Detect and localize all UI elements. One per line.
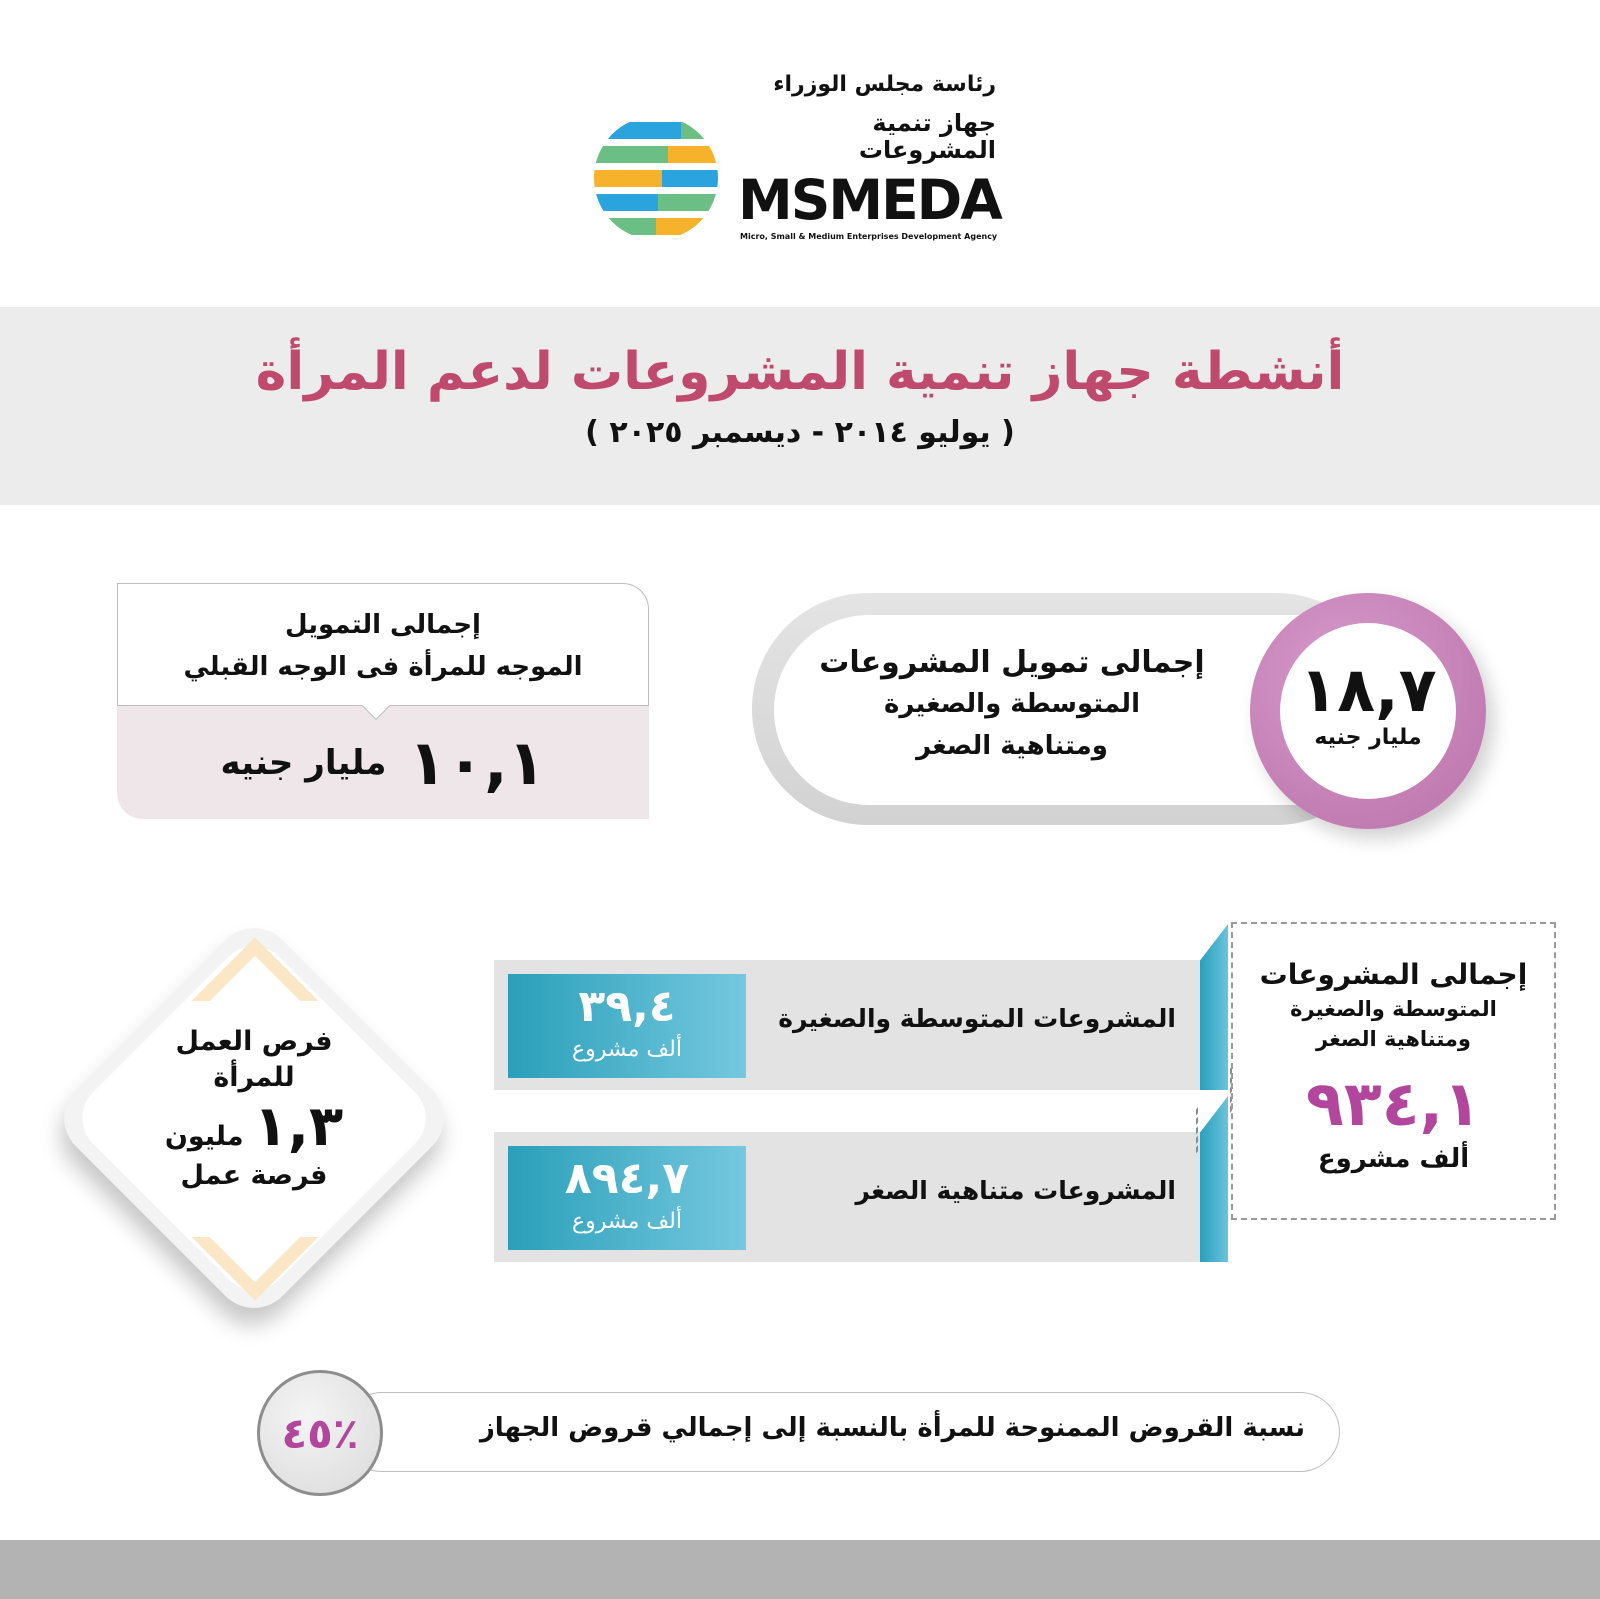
total-financing-card [752, 593, 1472, 829]
jobs-card [48, 912, 460, 1324]
project-count: ٣٩,٤ [578, 981, 676, 1032]
label-line2: المتوسطة والصغيرة [1290, 997, 1497, 1021]
value-box [508, 1146, 746, 1250]
value-ring [1250, 593, 1486, 829]
upper-egypt-financing-card [117, 583, 649, 819]
label-line3: فرصة عمل [180, 1160, 328, 1191]
label-line1: فرص العمل [175, 1026, 333, 1057]
jobs-text [104, 1024, 404, 1194]
period-subtitle: ( يوليو ٢٠١٤ - ديسمبر ٢٠٢٥ ) [585, 415, 1015, 450]
label-line2: للمرأة [213, 1062, 295, 1093]
loan-share-pill [342, 1392, 1340, 1472]
government-label: رئاسة مجلس الوزراء [773, 72, 996, 97]
loan-share-label: نسبة القروض الممنوحة للمرأة بالنسبة إلى إجمالي قروض الجهاز [479, 1413, 1305, 1443]
financing-unit: مليار جنيه [1314, 725, 1422, 750]
project-row-micro [494, 1132, 1200, 1262]
value-box [508, 974, 746, 1078]
brand-subtitle: Micro, Small & Medium Enterprises Development Agency [740, 232, 998, 241]
label-line1: إجمالى التمويل [285, 610, 481, 640]
msmeda-logo [588, 66, 1008, 256]
project-unit: ألف مشروع [572, 1037, 682, 1062]
row-label: المشروعات متناهية الصغر [855, 1176, 1176, 1205]
agency-name-ar [859, 110, 996, 164]
project-row-small-medium [494, 960, 1200, 1090]
label-line1: إجمالى تمويل المشروعات [819, 645, 1205, 680]
label-line1: إجمالى المشروعات [1259, 958, 1528, 991]
jobs-value-row [104, 1096, 404, 1158]
title-band [0, 307, 1600, 505]
project-count: ٨٩٤,٧ [564, 1153, 690, 1204]
total-projects-value: ٩٣٤,١ [1306, 1067, 1481, 1140]
jobs-value: ١,٣ [253, 1094, 344, 1159]
financing-value: ١٠,١ [408, 726, 546, 799]
value-circle [1280, 623, 1456, 799]
jobs-value-unit: مليون [164, 1121, 244, 1152]
footer-bar [0, 1540, 1600, 1599]
agency-name-line2: المشروعات [858, 136, 996, 164]
label-line3: ومتناهية الصغر [1316, 1027, 1471, 1051]
card-value [117, 705, 649, 819]
brand-wordmark: MSMEDA [738, 168, 1001, 232]
globe-icon [594, 116, 718, 240]
total-projects-unit: ألف مشروع [1317, 1144, 1470, 1174]
loan-share-circle [257, 1370, 383, 1496]
label-line2: الموجه للمرأة فى الوجه القبلي [183, 652, 583, 682]
card-label [117, 583, 649, 705]
row-edge [1200, 924, 1228, 1090]
project-unit: ألف مشروع [572, 1209, 682, 1234]
row-label: المشروعات المتوسطة والصغيرة [778, 1004, 1176, 1033]
agency-name-line1: جهاز تنمية [872, 109, 996, 137]
label-line2: المتوسطة والصغيرة [883, 689, 1140, 719]
financing-value: ١٨,٧ [1299, 653, 1437, 726]
financing-unit: مليار جنيه [220, 742, 387, 783]
loan-share-value: ٪٤٥ [281, 1408, 359, 1458]
page-title: أنشطة جهاز تنمية المشروعات لدعم المرأة [255, 342, 1345, 402]
total-projects-card [1231, 922, 1556, 1220]
card-label [792, 643, 1232, 767]
label-line3: ومتناهية الصغر [916, 731, 1108, 761]
